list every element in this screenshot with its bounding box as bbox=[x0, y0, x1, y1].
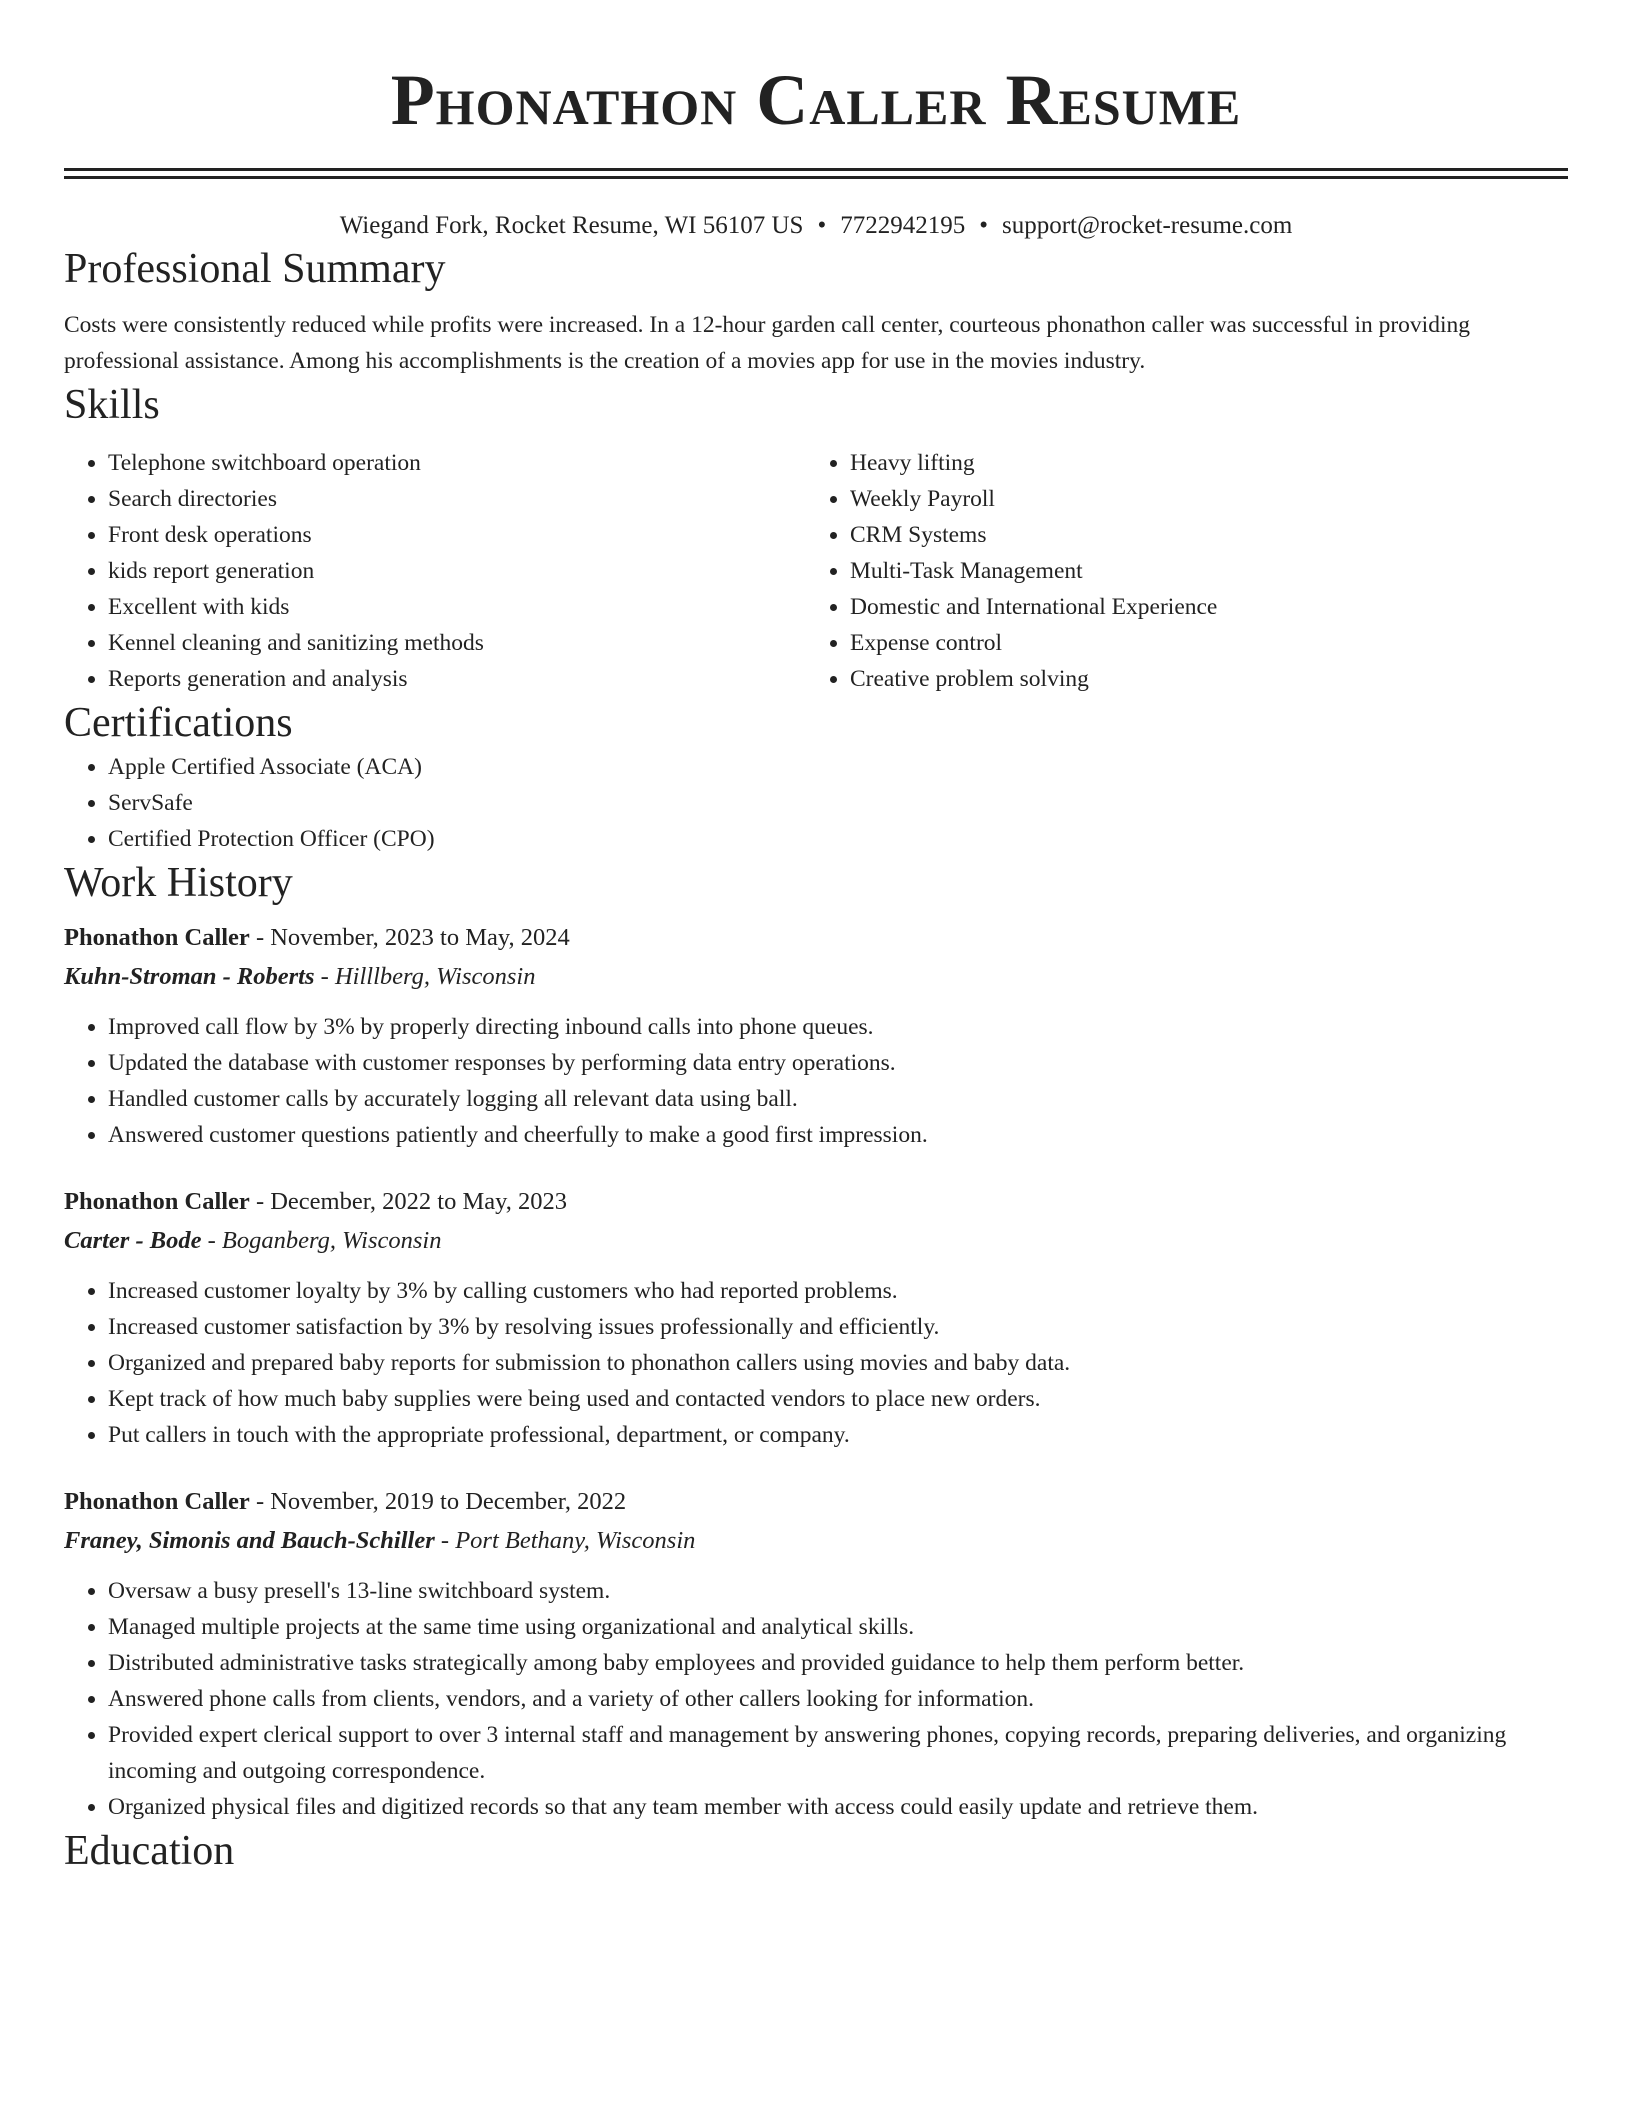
list-item: • Expense control bbox=[850, 625, 1548, 661]
job-bullets bbox=[64, 1009, 1568, 1153]
contact-email[interactable]: support@rocket-resume.com bbox=[1001, 212, 1293, 239]
title-double-rule bbox=[64, 168, 1568, 179]
list-item: • Certified Protection Officer (CPO) bbox=[108, 821, 1568, 857]
job-title-line bbox=[64, 1483, 1568, 1521]
employer-dash: - bbox=[201, 1227, 222, 1254]
employer-name: Kuhn-Stroman - Roberts bbox=[64, 963, 315, 990]
list-item: • Weekly Payroll bbox=[850, 481, 1548, 517]
employer-line bbox=[64, 1221, 1568, 1261]
job-dates: November, 2019 to December, 2022 bbox=[270, 1488, 627, 1515]
contact-line bbox=[64, 209, 1568, 243]
job-title-line bbox=[64, 919, 1568, 957]
job-dash: - bbox=[249, 1488, 271, 1515]
skills-list-left bbox=[64, 445, 806, 697]
skills-column-left bbox=[64, 445, 806, 697]
employer-location: Hilllberg, Wisconsin bbox=[334, 963, 536, 990]
job-dates: November, 2023 to May, 2024 bbox=[270, 924, 570, 951]
list-item: • Oversaw a busy presell's 13-line switchboard system. bbox=[108, 1573, 1568, 1609]
employer-location: Boganberg, Wisconsin bbox=[221, 1227, 442, 1254]
skills-grid bbox=[64, 445, 1568, 697]
list-item: • Increased customer satisfaction by 3% by resolving issues professionally and efficiently. bbox=[108, 1309, 1568, 1345]
page-title: Phonathon Caller Resume bbox=[390, 60, 1242, 140]
employer-line bbox=[64, 957, 1568, 997]
employer-name: Franey, Simonis and Bauch-Schiller bbox=[64, 1527, 435, 1554]
list-item: • Telephone switchboard operation bbox=[108, 445, 806, 481]
job-dash: - bbox=[249, 1188, 271, 1215]
job-title: Phonathon Caller bbox=[64, 924, 250, 951]
summary-heading: Professional Summary bbox=[64, 246, 446, 292]
list-item: • Kennel cleaning and sanitizing methods bbox=[108, 625, 806, 661]
certifications-list bbox=[64, 749, 1568, 857]
list-item: • Distributed administrative tasks strategically among baby employees and provided guidance to help them perform better. bbox=[108, 1645, 1568, 1681]
employer-dash: - bbox=[434, 1527, 456, 1554]
list-item: • Organized and prepared baby reports for submission to phonathon callers using movies and baby data. bbox=[108, 1345, 1568, 1381]
list-item: • Front desk operations bbox=[108, 517, 806, 553]
work-history-heading: Work History bbox=[64, 860, 293, 906]
job-dates: December, 2022 to May, 2023 bbox=[270, 1188, 568, 1215]
job-title: Phonathon Caller bbox=[64, 1188, 250, 1215]
list-item: • Answered customer questions patiently and cheerfully to make a good first impression. bbox=[108, 1117, 1568, 1153]
list-item: • Improved call flow by 3% by properly directing inbound calls into phone queues. bbox=[108, 1009, 1568, 1045]
list-item: • Reports generation and analysis bbox=[108, 661, 806, 697]
job-entry bbox=[64, 1183, 1568, 1453]
contact-phone: 7722942195 bbox=[840, 212, 966, 239]
job-title-line bbox=[64, 1183, 1568, 1221]
job-dash: - bbox=[249, 924, 271, 951]
list-item: • Put callers in touch with the appropriate professional, department, or company. bbox=[108, 1417, 1568, 1453]
skills-heading: Skills bbox=[64, 382, 160, 428]
list-item: • Handled customer calls by accurately logging all relevant data using ball. bbox=[108, 1081, 1568, 1117]
list-item: • Provided expert clerical support to over 3 internal staff and management by answering phones, copying records, preparing deliveries, and organizing incoming and outgoing correspondence. bbox=[108, 1717, 1568, 1789]
employer-dash: - bbox=[314, 963, 335, 990]
list-item: • Excellent with kids bbox=[108, 589, 806, 625]
job-title: Phonathon Caller bbox=[64, 1488, 250, 1515]
list-item: • Domestic and International Experience bbox=[850, 589, 1548, 625]
employer-name: Carter - Bode bbox=[64, 1227, 202, 1254]
job-entry bbox=[64, 919, 1568, 1153]
contact-separator: • bbox=[979, 212, 988, 239]
list-item: • Apple Certified Associate (ACA) bbox=[108, 749, 1568, 785]
list-item: • Increased customer loyalty by 3% by calling customers who had reported problems. bbox=[108, 1273, 1568, 1309]
list-item: • CRM Systems bbox=[850, 517, 1548, 553]
job-entry bbox=[64, 1483, 1568, 1825]
list-item: • Organized physical files and digitized records so that any team member with access could easily update and retrieve them. bbox=[108, 1789, 1568, 1825]
contact-separator: • bbox=[817, 212, 827, 239]
job-bullets bbox=[64, 1573, 1568, 1825]
list-item: • Answered phone calls from clients, vendors, and a variety of other callers looking for information. bbox=[108, 1681, 1568, 1717]
skills-list-right bbox=[806, 445, 1548, 697]
list-item: • kids report generation bbox=[108, 553, 806, 589]
list-item: • Managed multiple projects at the same time using organizational and analytical skills. bbox=[108, 1609, 1568, 1645]
list-item: • Search directories bbox=[108, 481, 806, 517]
contact-address: Wiegand Fork, Rocket Resume, WI 56107 US bbox=[339, 212, 804, 239]
summary-text: Costs were consistently reduced while profits were increased. In a 12-hour garden call center, courteous phonathon caller was successful in providing professional assistance. Among his accomplishments is the creation of a movies app for use in the movies industry. bbox=[64, 312, 1470, 374]
list-item: • Heavy lifting bbox=[850, 445, 1548, 481]
list-item: • Multi-Task Management bbox=[850, 553, 1548, 589]
job-bullets bbox=[64, 1273, 1568, 1453]
list-item: • ServSafe bbox=[108, 785, 1568, 821]
employer-location: Port Bethany, Wisconsin bbox=[455, 1527, 696, 1554]
skills-column-right bbox=[806, 445, 1548, 697]
employer-line bbox=[64, 1521, 1568, 1561]
education-heading: Education bbox=[64, 1828, 235, 1874]
certifications-heading: Certifications bbox=[64, 700, 293, 746]
list-item: • Kept track of how much baby supplies were being used and contacted vendors to place new orders. bbox=[108, 1381, 1568, 1417]
list-item: • Updated the database with customer responses by performing data entry operations. bbox=[108, 1045, 1568, 1081]
list-item: • Creative problem solving bbox=[850, 661, 1548, 697]
